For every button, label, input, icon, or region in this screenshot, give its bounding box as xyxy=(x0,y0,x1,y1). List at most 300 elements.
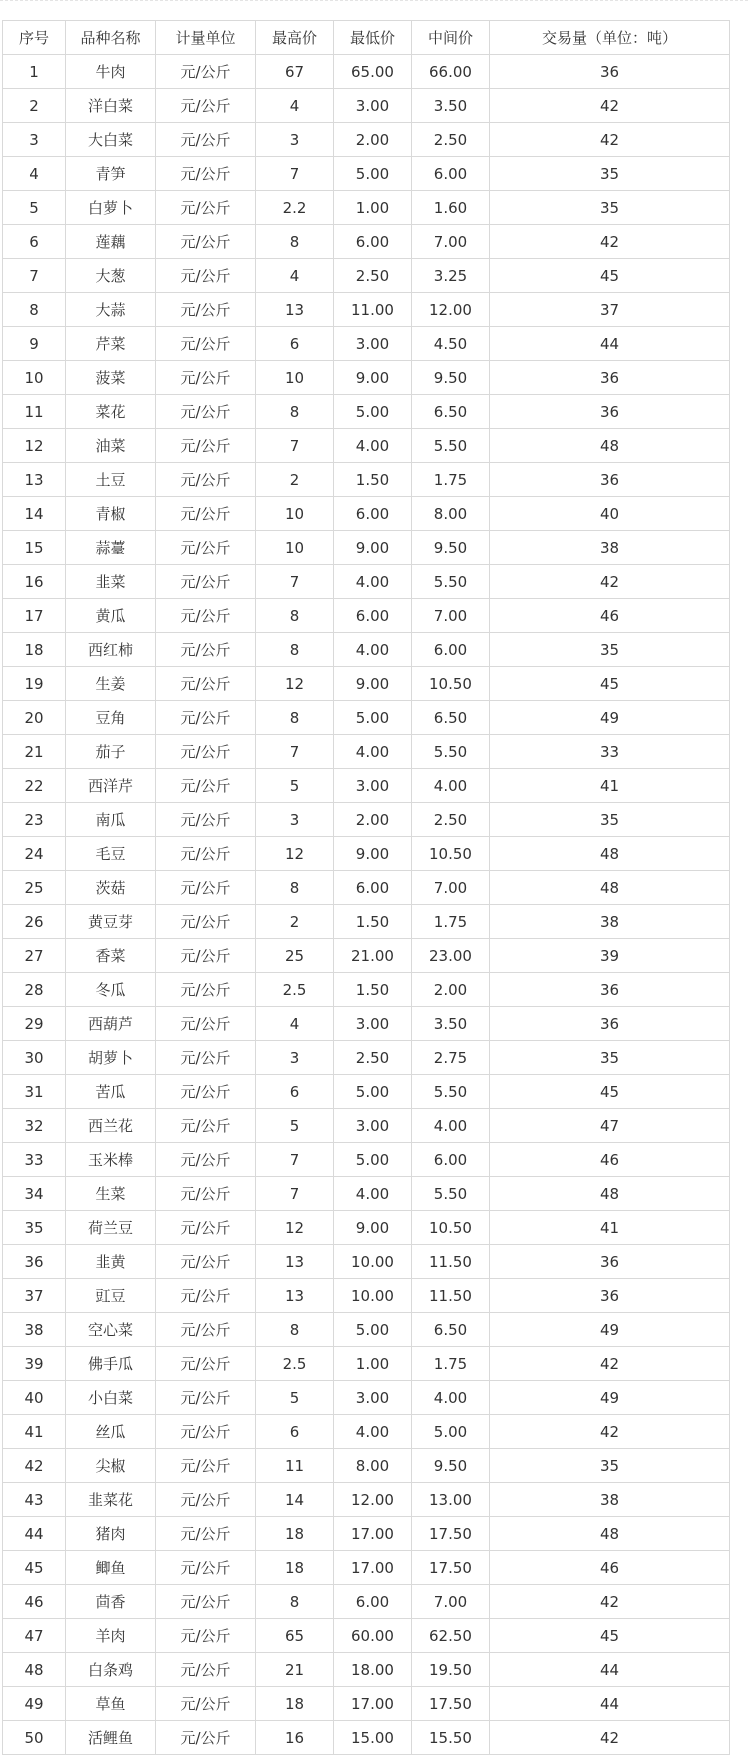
cell-mid-price: 2.50 xyxy=(412,803,490,837)
cell-unit: 元/公斤 xyxy=(156,225,256,259)
table-row xyxy=(3,463,730,497)
table-row xyxy=(3,191,730,225)
cell-min-price: 10.00 xyxy=(334,1279,412,1313)
cell-index: 27 xyxy=(3,939,66,973)
cell-index: 7 xyxy=(3,259,66,293)
cell-variety: 活鲤鱼 xyxy=(66,1721,156,1755)
cell-mid-price: 6.00 xyxy=(412,157,490,191)
cell-volume: 37 xyxy=(490,293,730,327)
table-row xyxy=(3,1653,730,1687)
cell-mid-price: 5.50 xyxy=(412,565,490,599)
cell-min-price: 11.00 xyxy=(334,293,412,327)
price-table xyxy=(2,20,730,1755)
cell-volume: 38 xyxy=(490,905,730,939)
table-row xyxy=(3,497,730,531)
cell-volume: 47 xyxy=(490,1109,730,1143)
cell-variety: 小白菜 xyxy=(66,1381,156,1415)
cell-variety: 南瓜 xyxy=(66,803,156,837)
table-row xyxy=(3,157,730,191)
cell-mid-price: 15.50 xyxy=(412,1721,490,1755)
cell-unit: 元/公斤 xyxy=(156,1483,256,1517)
cell-unit: 元/公斤 xyxy=(156,327,256,361)
header-min-price: 最低价 xyxy=(334,21,412,55)
cell-max-price: 2.5 xyxy=(256,1347,334,1381)
cell-mid-price: 19.50 xyxy=(412,1653,490,1687)
cell-min-price: 3.00 xyxy=(334,1381,412,1415)
cell-mid-price: 6.50 xyxy=(412,701,490,735)
cell-variety: 茄子 xyxy=(66,735,156,769)
cell-mid-price: 1.60 xyxy=(412,191,490,225)
table-row xyxy=(3,1449,730,1483)
cell-volume: 45 xyxy=(490,1619,730,1653)
cell-unit: 元/公斤 xyxy=(156,531,256,565)
cell-max-price: 13 xyxy=(256,1245,334,1279)
cell-volume: 49 xyxy=(490,1381,730,1415)
table-row xyxy=(3,701,730,735)
table-row xyxy=(3,803,730,837)
cell-unit: 元/公斤 xyxy=(156,497,256,531)
cell-mid-price: 17.50 xyxy=(412,1517,490,1551)
cell-volume: 49 xyxy=(490,1313,730,1347)
cell-min-price: 5.00 xyxy=(334,1313,412,1347)
cell-min-price: 2.50 xyxy=(334,259,412,293)
cell-volume: 41 xyxy=(490,1211,730,1245)
cell-mid-price: 7.00 xyxy=(412,1585,490,1619)
cell-mid-price: 6.50 xyxy=(412,395,490,429)
header-mid-price: 中间价 xyxy=(412,21,490,55)
cell-variety: 玉米棒 xyxy=(66,1143,156,1177)
cell-max-price: 8 xyxy=(256,1313,334,1347)
cell-min-price: 9.00 xyxy=(334,531,412,565)
cell-min-price: 4.00 xyxy=(334,735,412,769)
cell-max-price: 2 xyxy=(256,905,334,939)
cell-index: 22 xyxy=(3,769,66,803)
cell-variety: 空心菜 xyxy=(66,1313,156,1347)
table-row xyxy=(3,1075,730,1109)
table-row xyxy=(3,1415,730,1449)
cell-mid-price: 4.00 xyxy=(412,1109,490,1143)
cell-max-price: 3 xyxy=(256,803,334,837)
cell-min-price: 2.00 xyxy=(334,123,412,157)
cell-max-price: 7 xyxy=(256,157,334,191)
cell-max-price: 18 xyxy=(256,1687,334,1721)
cell-mid-price: 7.00 xyxy=(412,599,490,633)
cell-variety: 韭菜花 xyxy=(66,1483,156,1517)
cell-volume: 38 xyxy=(490,531,730,565)
header-volume: 交易量（单位：吨） xyxy=(490,21,730,55)
cell-mid-price: 2.75 xyxy=(412,1041,490,1075)
cell-min-price: 1.50 xyxy=(334,973,412,1007)
cell-mid-price: 17.50 xyxy=(412,1687,490,1721)
cell-volume: 42 xyxy=(490,1347,730,1381)
cell-unit: 元/公斤 xyxy=(156,735,256,769)
cell-unit: 元/公斤 xyxy=(156,1279,256,1313)
cell-mid-price: 2.00 xyxy=(412,973,490,1007)
cell-unit: 元/公斤 xyxy=(156,1653,256,1687)
cell-variety: 黄瓜 xyxy=(66,599,156,633)
cell-max-price: 7 xyxy=(256,1143,334,1177)
cell-index: 38 xyxy=(3,1313,66,1347)
table-row xyxy=(3,973,730,1007)
cell-unit: 元/公斤 xyxy=(156,123,256,157)
table-row xyxy=(3,633,730,667)
cell-volume: 35 xyxy=(490,157,730,191)
cell-max-price: 3 xyxy=(256,1041,334,1075)
cell-min-price: 9.00 xyxy=(334,1211,412,1245)
table-row xyxy=(3,565,730,599)
cell-mid-price: 5.50 xyxy=(412,429,490,463)
cell-min-price: 2.00 xyxy=(334,803,412,837)
cell-max-price: 67 xyxy=(256,55,334,89)
cell-max-price: 4 xyxy=(256,89,334,123)
cell-variety: 西红柿 xyxy=(66,633,156,667)
cell-unit: 元/公斤 xyxy=(156,191,256,225)
cell-unit: 元/公斤 xyxy=(156,429,256,463)
cell-max-price: 18 xyxy=(256,1517,334,1551)
cell-unit: 元/公斤 xyxy=(156,259,256,293)
cell-volume: 36 xyxy=(490,1245,730,1279)
cell-volume: 48 xyxy=(490,429,730,463)
header-max-price: 最高价 xyxy=(256,21,334,55)
table-row xyxy=(3,293,730,327)
cell-max-price: 8 xyxy=(256,225,334,259)
table-row xyxy=(3,1381,730,1415)
page-top-divider xyxy=(0,0,748,2)
cell-max-price: 8 xyxy=(256,633,334,667)
cell-unit: 元/公斤 xyxy=(156,55,256,89)
cell-index: 12 xyxy=(3,429,66,463)
cell-mid-price: 1.75 xyxy=(412,905,490,939)
cell-mid-price: 10.50 xyxy=(412,667,490,701)
cell-min-price: 1.50 xyxy=(334,463,412,497)
cell-unit: 元/公斤 xyxy=(156,1041,256,1075)
cell-min-price: 2.50 xyxy=(334,1041,412,1075)
cell-min-price: 4.00 xyxy=(334,633,412,667)
cell-max-price: 10 xyxy=(256,531,334,565)
cell-unit: 元/公斤 xyxy=(156,1007,256,1041)
cell-min-price: 9.00 xyxy=(334,667,412,701)
cell-variety: 白条鸡 xyxy=(66,1653,156,1687)
cell-index: 15 xyxy=(3,531,66,565)
cell-index: 23 xyxy=(3,803,66,837)
cell-max-price: 2.5 xyxy=(256,973,334,1007)
cell-unit: 元/公斤 xyxy=(156,1143,256,1177)
table-row xyxy=(3,1177,730,1211)
cell-max-price: 10 xyxy=(256,361,334,395)
cell-mid-price: 4.50 xyxy=(412,327,490,361)
cell-volume: 35 xyxy=(490,1041,730,1075)
cell-mid-price: 10.50 xyxy=(412,1211,490,1245)
cell-index: 29 xyxy=(3,1007,66,1041)
cell-volume: 36 xyxy=(490,1279,730,1313)
cell-variety: 毛豆 xyxy=(66,837,156,871)
cell-unit: 元/公斤 xyxy=(156,871,256,905)
cell-max-price: 14 xyxy=(256,1483,334,1517)
price-table-body xyxy=(3,55,730,1755)
cell-max-price: 65 xyxy=(256,1619,334,1653)
cell-index: 16 xyxy=(3,565,66,599)
header-unit: 计量单位 xyxy=(156,21,256,55)
cell-max-price: 7 xyxy=(256,1177,334,1211)
cell-max-price: 7 xyxy=(256,565,334,599)
cell-max-price: 25 xyxy=(256,939,334,973)
cell-variety: 大白菜 xyxy=(66,123,156,157)
cell-min-price: 8.00 xyxy=(334,1449,412,1483)
cell-variety: 白萝卜 xyxy=(66,191,156,225)
cell-min-price: 6.00 xyxy=(334,1585,412,1619)
cell-volume: 36 xyxy=(490,395,730,429)
cell-volume: 48 xyxy=(490,1177,730,1211)
cell-volume: 46 xyxy=(490,1551,730,1585)
table-row xyxy=(3,1483,730,1517)
cell-unit: 元/公斤 xyxy=(156,1177,256,1211)
cell-variety: 韭黄 xyxy=(66,1245,156,1279)
table-row xyxy=(3,531,730,565)
cell-mid-price: 9.50 xyxy=(412,1449,490,1483)
cell-mid-price: 5.50 xyxy=(412,1177,490,1211)
cell-min-price: 65.00 xyxy=(334,55,412,89)
header-variety: 品种名称 xyxy=(66,21,156,55)
cell-mid-price: 66.00 xyxy=(412,55,490,89)
cell-unit: 元/公斤 xyxy=(156,1211,256,1245)
cell-volume: 35 xyxy=(490,1449,730,1483)
cell-min-price: 17.00 xyxy=(334,1517,412,1551)
cell-mid-price: 8.00 xyxy=(412,497,490,531)
table-row xyxy=(3,1041,730,1075)
table-row xyxy=(3,1007,730,1041)
cell-mid-price: 1.75 xyxy=(412,1347,490,1381)
table-row xyxy=(3,769,730,803)
table-row xyxy=(3,259,730,293)
cell-min-price: 9.00 xyxy=(334,837,412,871)
cell-variety: 苦瓜 xyxy=(66,1075,156,1109)
cell-max-price: 6 xyxy=(256,327,334,361)
cell-volume: 45 xyxy=(490,1075,730,1109)
cell-unit: 元/公斤 xyxy=(156,939,256,973)
table-row xyxy=(3,89,730,123)
cell-index: 50 xyxy=(3,1721,66,1755)
cell-index: 14 xyxy=(3,497,66,531)
cell-variety: 土豆 xyxy=(66,463,156,497)
header-index: 序号 xyxy=(3,21,66,55)
cell-volume: 48 xyxy=(490,1517,730,1551)
cell-index: 45 xyxy=(3,1551,66,1585)
cell-volume: 48 xyxy=(490,871,730,905)
cell-volume: 36 xyxy=(490,361,730,395)
cell-index: 10 xyxy=(3,361,66,395)
cell-variety: 豇豆 xyxy=(66,1279,156,1313)
cell-index: 41 xyxy=(3,1415,66,1449)
cell-variety: 香菜 xyxy=(66,939,156,973)
cell-variety: 荷兰豆 xyxy=(66,1211,156,1245)
cell-unit: 元/公斤 xyxy=(156,769,256,803)
cell-variety: 尖椒 xyxy=(66,1449,156,1483)
cell-variety: 青笋 xyxy=(66,157,156,191)
cell-variety: 豆角 xyxy=(66,701,156,735)
cell-min-price: 6.00 xyxy=(334,225,412,259)
table-row xyxy=(3,123,730,157)
table-row xyxy=(3,905,730,939)
cell-index: 39 xyxy=(3,1347,66,1381)
cell-index: 40 xyxy=(3,1381,66,1415)
cell-index: 11 xyxy=(3,395,66,429)
price-table-header xyxy=(3,21,730,55)
table-row xyxy=(3,1619,730,1653)
cell-max-price: 21 xyxy=(256,1653,334,1687)
table-row xyxy=(3,1687,730,1721)
cell-min-price: 6.00 xyxy=(334,871,412,905)
cell-mid-price: 6.50 xyxy=(412,1313,490,1347)
cell-min-price: 17.00 xyxy=(334,1551,412,1585)
cell-max-price: 11 xyxy=(256,1449,334,1483)
cell-min-price: 17.00 xyxy=(334,1687,412,1721)
cell-variety: 生姜 xyxy=(66,667,156,701)
cell-unit: 元/公斤 xyxy=(156,633,256,667)
cell-mid-price: 17.50 xyxy=(412,1551,490,1585)
cell-mid-price: 5.50 xyxy=(412,735,490,769)
cell-variety: 油菜 xyxy=(66,429,156,463)
cell-mid-price: 62.50 xyxy=(412,1619,490,1653)
cell-volume: 35 xyxy=(490,191,730,225)
table-row xyxy=(3,429,730,463)
cell-mid-price: 6.00 xyxy=(412,1143,490,1177)
cell-index: 9 xyxy=(3,327,66,361)
cell-index: 30 xyxy=(3,1041,66,1075)
cell-volume: 36 xyxy=(490,463,730,497)
cell-volume: 41 xyxy=(490,769,730,803)
cell-index: 32 xyxy=(3,1109,66,1143)
cell-unit: 元/公斤 xyxy=(156,1551,256,1585)
cell-min-price: 5.00 xyxy=(334,1075,412,1109)
cell-max-price: 12 xyxy=(256,837,334,871)
cell-mid-price: 3.50 xyxy=(412,1007,490,1041)
cell-index: 2 xyxy=(3,89,66,123)
cell-volume: 33 xyxy=(490,735,730,769)
cell-volume: 49 xyxy=(490,701,730,735)
cell-mid-price: 6.00 xyxy=(412,633,490,667)
cell-unit: 元/公斤 xyxy=(156,1381,256,1415)
cell-volume: 39 xyxy=(490,939,730,973)
cell-volume: 44 xyxy=(490,1687,730,1721)
cell-index: 3 xyxy=(3,123,66,157)
cell-max-price: 7 xyxy=(256,735,334,769)
cell-unit: 元/公斤 xyxy=(156,803,256,837)
cell-max-price: 10 xyxy=(256,497,334,531)
cell-variety: 大蒜 xyxy=(66,293,156,327)
cell-unit: 元/公斤 xyxy=(156,973,256,1007)
cell-mid-price: 4.00 xyxy=(412,1381,490,1415)
cell-variety: 羊肉 xyxy=(66,1619,156,1653)
cell-min-price: 4.00 xyxy=(334,1177,412,1211)
cell-index: 49 xyxy=(3,1687,66,1721)
cell-volume: 36 xyxy=(490,55,730,89)
cell-min-price: 21.00 xyxy=(334,939,412,973)
cell-unit: 元/公斤 xyxy=(156,157,256,191)
cell-index: 17 xyxy=(3,599,66,633)
cell-variety: 猪肉 xyxy=(66,1517,156,1551)
cell-volume: 42 xyxy=(490,1415,730,1449)
table-row xyxy=(3,1143,730,1177)
cell-volume: 38 xyxy=(490,1483,730,1517)
cell-mid-price: 11.50 xyxy=(412,1279,490,1313)
cell-mid-price: 9.50 xyxy=(412,531,490,565)
cell-index: 5 xyxy=(3,191,66,225)
cell-max-price: 4 xyxy=(256,259,334,293)
cell-volume: 36 xyxy=(490,973,730,1007)
cell-max-price: 2.2 xyxy=(256,191,334,225)
cell-max-price: 8 xyxy=(256,599,334,633)
cell-min-price: 3.00 xyxy=(334,769,412,803)
cell-max-price: 8 xyxy=(256,701,334,735)
cell-index: 37 xyxy=(3,1279,66,1313)
table-row xyxy=(3,1347,730,1381)
cell-unit: 元/公斤 xyxy=(156,1721,256,1755)
cell-unit: 元/公斤 xyxy=(156,1347,256,1381)
table-row xyxy=(3,599,730,633)
cell-volume: 44 xyxy=(490,1653,730,1687)
cell-index: 42 xyxy=(3,1449,66,1483)
cell-unit: 元/公斤 xyxy=(156,463,256,497)
cell-max-price: 12 xyxy=(256,667,334,701)
cell-volume: 42 xyxy=(490,1721,730,1755)
cell-unit: 元/公斤 xyxy=(156,1109,256,1143)
cell-unit: 元/公斤 xyxy=(156,1517,256,1551)
cell-unit: 元/公斤 xyxy=(156,1075,256,1109)
cell-variety: 大葱 xyxy=(66,259,156,293)
cell-unit: 元/公斤 xyxy=(156,293,256,327)
cell-index: 28 xyxy=(3,973,66,1007)
cell-max-price: 5 xyxy=(256,1381,334,1415)
cell-min-price: 1.00 xyxy=(334,191,412,225)
table-row xyxy=(3,1517,730,1551)
cell-unit: 元/公斤 xyxy=(156,395,256,429)
cell-max-price: 8 xyxy=(256,1585,334,1619)
cell-index: 18 xyxy=(3,633,66,667)
cell-index: 47 xyxy=(3,1619,66,1653)
cell-index: 35 xyxy=(3,1211,66,1245)
cell-max-price: 5 xyxy=(256,769,334,803)
table-row xyxy=(3,55,730,89)
cell-index: 26 xyxy=(3,905,66,939)
cell-variety: 芹菜 xyxy=(66,327,156,361)
cell-volume: 45 xyxy=(490,259,730,293)
cell-volume: 48 xyxy=(490,837,730,871)
cell-min-price: 3.00 xyxy=(334,1109,412,1143)
cell-volume: 44 xyxy=(490,327,730,361)
cell-min-price: 3.00 xyxy=(334,89,412,123)
cell-min-price: 5.00 xyxy=(334,701,412,735)
cell-max-price: 4 xyxy=(256,1007,334,1041)
cell-min-price: 15.00 xyxy=(334,1721,412,1755)
cell-variety: 菠菜 xyxy=(66,361,156,395)
cell-index: 31 xyxy=(3,1075,66,1109)
table-row xyxy=(3,1279,730,1313)
cell-unit: 元/公斤 xyxy=(156,599,256,633)
table-row xyxy=(3,1211,730,1245)
table-row xyxy=(3,667,730,701)
cell-min-price: 5.00 xyxy=(334,395,412,429)
cell-variety: 牛肉 xyxy=(66,55,156,89)
cell-mid-price: 4.00 xyxy=(412,769,490,803)
cell-volume: 42 xyxy=(490,565,730,599)
cell-mid-price: 5.50 xyxy=(412,1075,490,1109)
cell-max-price: 6 xyxy=(256,1415,334,1449)
cell-index: 34 xyxy=(3,1177,66,1211)
cell-variety: 西兰花 xyxy=(66,1109,156,1143)
cell-mid-price: 7.00 xyxy=(412,871,490,905)
cell-index: 33 xyxy=(3,1143,66,1177)
cell-index: 8 xyxy=(3,293,66,327)
